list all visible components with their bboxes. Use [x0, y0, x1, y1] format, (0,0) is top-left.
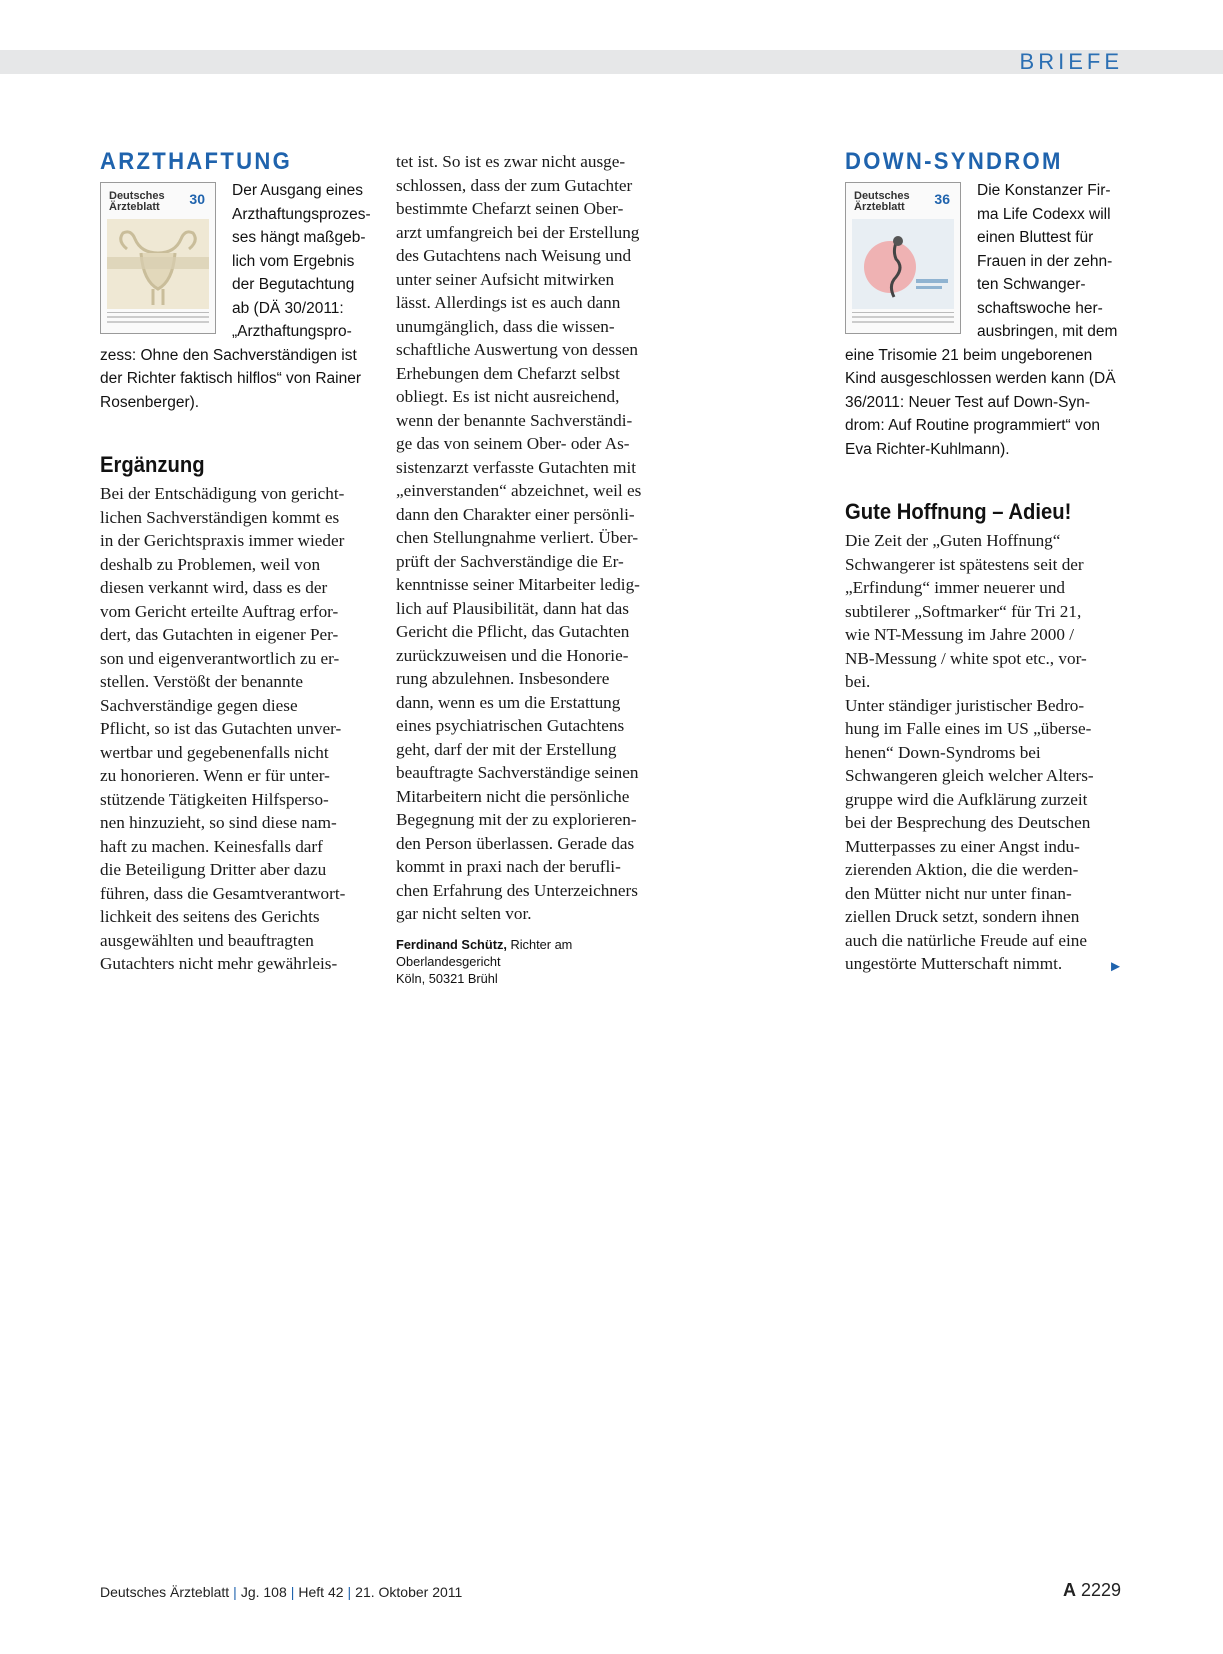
continue-arrow-icon[interactable]: ► [1108, 959, 1123, 975]
signature-title: Richter am Oberlandesgericht [396, 936, 573, 969]
left-cover-masthead: Deutsches Ärzteblatt [109, 190, 165, 213]
right-article-headline: Gute Hoffnung – Adieu! [845, 499, 1072, 524]
right-cover-footer [852, 312, 954, 323]
left-cover-footer [107, 312, 209, 323]
right-article-column [845, 148, 1123, 980]
right-cover-image [845, 182, 961, 334]
left-article-signature [396, 936, 672, 987]
left-article-kicker: ARZTHAFTUNG [100, 148, 293, 175]
right-article-body: Die Zeit der „Guten Hoffnung“ Schwangerer ist spätestens seit der „Erfindung“ immer neuerer und subtilerer „Softmarker“ für Tri 21, wie NT-Messung im Jahre 2000 / NB-Messung / white spot etc., vor- bei. Unter ständiger juristischer Bedro- hung im Falle eines im US „überse- henen“ Down-Syndroms bei Schwangeren gleich welcher Alters- gruppe wird die Aufklärung zurzeit bei der Besprechung des Deutschen Mutterpasses zu einer Angst indu- zierenden Aktion, die die werden- den Mütter nicht nur unter finan- ziellen Druck setzt, sondern ihnen auch die natürliche Freude auf eine ungestörte Mutterschaft nimmt. ► [845, 529, 1123, 976]
right-article-kicker: DOWN-SYNDROM [845, 148, 1063, 175]
signature-name: Ferdinand Schütz, [396, 936, 507, 952]
left-cover-issue: 30 [189, 191, 205, 207]
left-article-intro: Der Ausgang eines Arzthaftungsprozes- ses hängt maßgeb- lich vom Ergebnis der Begutachtung ab (DÄ 30/2011: „Arzthaftungspro- zess: Ohne den Sachverständigen ist der Richter faktisch hilflos“ von Rainer Rosenberger). [100, 182, 371, 411]
page-footer: Deutsches Ärzteblatt | Jg. 108 | Heft 42 | 21. Oktober 2011 [100, 1584, 463, 1600]
left-article-headline: Ergänzung [100, 452, 205, 477]
fetus-illustration-icon [852, 219, 954, 309]
right-cover-masthead: Deutsches Ärzteblatt [854, 190, 910, 213]
left-article-body-part-2: tet ist. So ist es zwar nicht ausge- schlossen, dass der zum Gutachter bestimmte Chefarzt seinen Ober- arzt umfangreich bei der Erstellung des Gutachtens nach Weisung und unter seiner Aufsicht mitwirken lässt. Allerdings ist es auch dann unumgänglich, dass die wissen- schaftliche Auswertung von dessen Erhebungen dem Chefarzt selbst obliegt. Es ist nicht ausreichend, wenn der benannte Sachverständi- ge das von seinem Ober- oder As- sistenzarzt verfasste Gutachten mit „einverstanden“ abzeichnet, weil es dann den Charakter einer persönli- chen Stellungnahme verliert. Über- prüft der Sachverständige die Er- kenntnisse seiner Mitarbeiter ledig- lich auf Plausibilität, dann hat das Gericht die Pflicht, das Gutachten zurückzuweisen und die Honorie- rung abzulehnen. Insbesondere dann, wenn es um die Erstattung eines psychiatrischen Gutachtens geht, darf der mit der Erstellung beauftragte Sachverständige seinen Mitarbeitern nicht die persönliche Begegnung mit der zu explorieren- den Person überlassen. Gerade das kommt in praxi nach der berufli- chen Erfahrung des Unterzeichners gar nicht selten vor. [396, 152, 642, 923]
left-cover-image [100, 182, 216, 334]
footer-volume: Jg. 108 [240, 1584, 287, 1600]
left-article-body-part-1: Bei der Entschädigung von gericht- lichen Sachverständigen kommt es in der Gerichtspraxis immer wieder deshalb zu Problemen, weil von diesen verkannt wird, dass es der vom Gericht erteilte Auftrag erfor- dert, das Gutachten in eigener Per- son und eigenverantwortlich zu er- stellen. Verstößt der benannte Sachverständige gegen diese Pflicht, so ist das Gutachten unver- wertbar und gegebenenfalls nicht zu honorieren. Wenn er für unter- stützende Tätigkeiten Hilfsperso- nen hinzuzieht, so sind diese nam- haft zu machen. Keinesfalls darf die Beteiligung Dritter aber dazu führen, dass die Gesamtverantwort- lichkeit des seitens des Gerichts ausgewählten und beauftragten Gutachters nicht mehr gewährleis- [100, 484, 346, 973]
left-article-column-1 [100, 148, 372, 976]
right-cover-issue: 36 [934, 191, 950, 207]
footer-date: 21. Oktober 2011 [355, 1584, 463, 1600]
right-article-intro: Die Konstanzer Fir- ma Life Codexx will einen Bluttest für Frauen in der zehn- ten Schwanger- schaftswoche her- ausbringen, mit dem eine Trisomie 21 beim ungeborenen Kind ausgeschlossen werden kann (DÄ 36/2011: Neuer Test auf Down-Syn- drom: Auf Routine programmiert“ von Eva Richter-Kuhlmann). [845, 182, 1118, 458]
signature-location: Köln, 50321 Brühl [396, 970, 498, 986]
page-number: A 2229 [1062, 1580, 1121, 1600]
footer-journal: Deutsches Ärzteblatt [100, 1584, 230, 1600]
section-label: BRIEFE [1019, 49, 1123, 74]
uterus-illustration-icon [107, 219, 209, 309]
footer-issue: Heft 42 [298, 1584, 344, 1600]
left-article-column-2 [396, 150, 672, 987]
